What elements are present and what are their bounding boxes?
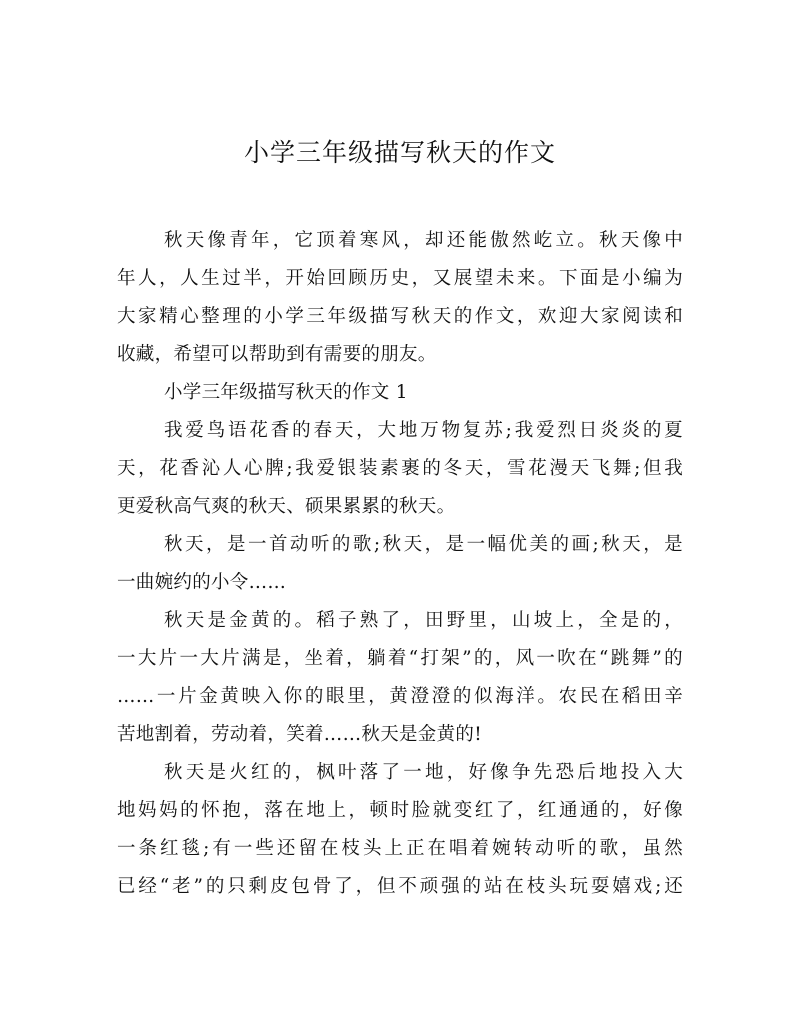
paragraph-line: 年人，人生过半，开始回顾历史，又展望未来。下面是小编为 [117, 268, 683, 289]
paragraph-line: 秋天，是一首动听的歌;秋天，是一幅优美的画;秋天，是 [164, 534, 683, 555]
paragraph-line: 苦地割着，劳动着，笑着……秋天是金黄的! [117, 724, 482, 745]
paragraph-line: 一条红毯;有一些还留在枝头上正在唱着婉转动听的歌，虽然 [117, 838, 683, 859]
paragraph-line: 收藏，希望可以帮助到有需要的朋友。 [117, 344, 437, 365]
paragraph-line: ……一片金黄映入你的眼里，黄澄澄的似海洋。农民在稻田辛 [117, 686, 683, 707]
paragraph-line: 天，花香沁人心脾;我爱银装素裹的冬天，雪花漫天飞舞;但我 [117, 458, 683, 479]
section-heading: 小学三年级描写秋天的作文 1 [164, 382, 408, 403]
article-body [117, 222, 683, 906]
paragraph-line: 大家精心整理的小学三年级描写秋天的作文，欢迎大家阅读和 [117, 306, 683, 327]
paragraph-line: 地妈妈的怀抱，落在地上，顿时脸就变红了，红通通的，好像 [117, 800, 683, 821]
paragraph-line: 我爱鸟语花香的春天，大地万物复苏;我爱烈日炎炎的夏 [164, 420, 683, 441]
paragraph-line: 秋天是金黄的。稻子熟了，田野里，山坡上，全是的， [164, 610, 683, 631]
page-title: 小学三年级描写秋天的作文 [243, 138, 556, 167]
paragraph-line: 已经“老”的只剩皮包骨了，但不顽强的站在枝头玩耍嬉戏;还 [117, 876, 683, 897]
paragraph-line: 一大片一大片满是，坐着，躺着“打架”的，风一吹在“跳舞”的 [117, 648, 683, 669]
paragraph-line: 秋天像青年，它顶着寒风，却还能傲然屹立。秋天像中 [164, 230, 683, 251]
paragraph-line: 秋天是火红的，枫叶落了一地，好像争先恐后地投入大 [164, 762, 683, 783]
paragraph-line: 一曲婉约的小令…… [117, 572, 287, 593]
paragraph-line: 更爱秋高气爽的秋天、硕果累累的秋天。 [117, 496, 456, 517]
